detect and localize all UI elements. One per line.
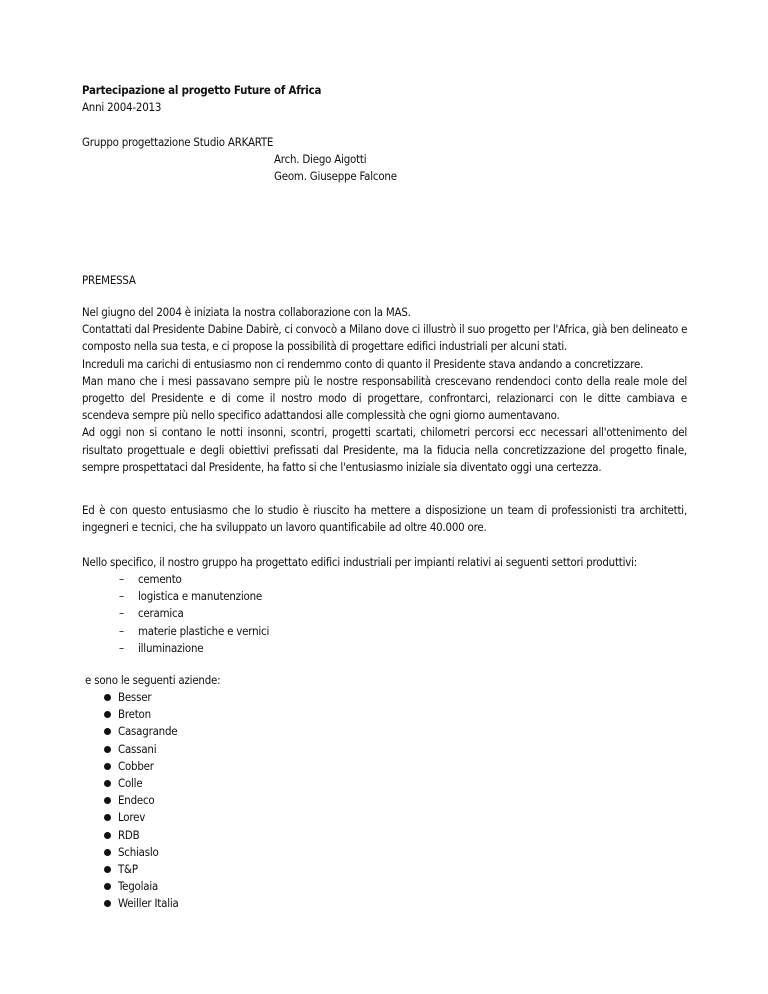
- bullet-icon: [104, 900, 111, 907]
- bullet-icon: [104, 814, 111, 821]
- company-item: Endeco: [103, 792, 179, 809]
- company-item: Lorev: [103, 809, 179, 826]
- company-item: Tegolaia: [103, 878, 179, 895]
- intro-line: scendeva sempre più nello specifico adattandosi alle complessità che ogni giorno aumentavano.: [82, 408, 560, 423]
- intro-line: risultato progettuale e degli obiettivi prefissati dal Presidente, ma la fiducia nella concretizzazione del progetto finale,: [82, 442, 687, 457]
- group-line: Gruppo progettazione Studio ARKARTE: [82, 135, 274, 149]
- dash-marker: –: [119, 640, 124, 655]
- sector-item: – cemento: [119, 571, 269, 588]
- years-line: Anni 2004-2013: [82, 100, 162, 114]
- member-surveyor: Geom. Giuseppe Falcone: [274, 169, 397, 183]
- bullet-icon: [104, 763, 111, 770]
- bullet-icon: [104, 780, 111, 787]
- company-item: Weiller Italia: [103, 895, 179, 912]
- intro-line: composto nella sua testa, e ci propose la possibilità di progettare edifici industriali per alcuni stati.: [82, 339, 568, 354]
- company-item: Cassani: [103, 741, 179, 758]
- bullet-icon: [104, 746, 111, 753]
- bullet-icon: [104, 849, 111, 856]
- company-item: Breton: [103, 706, 179, 723]
- intro-line: sempre prospettataci dal Presidente, ha fatto si che l'entusiasmo iniziale sia diventato oggi una certezza.: [82, 459, 602, 474]
- sectors-list: [119, 571, 269, 657]
- intro-line: Ad oggi non si contano le notti insonni, scontri, progetti scartati, chilometri percorsi ecc necessari all'ottenimento del: [82, 425, 687, 440]
- bullet-icon: [104, 866, 111, 873]
- company-item: Cobber: [103, 758, 179, 775]
- dash-marker: –: [119, 572, 124, 586]
- dash-marker: –: [119, 606, 124, 621]
- bullet-icon: [104, 711, 111, 718]
- intro-line: progetto del Presidente e di come il nostro modo di progettare, confrontarci, relazionarci con le ditte cambiava e: [82, 391, 687, 406]
- companies-intro: e sono le seguenti aziende:: [82, 673, 221, 687]
- dash-marker: –: [119, 623, 124, 638]
- companies-list: [103, 689, 179, 913]
- company-item: RDB: [103, 827, 179, 844]
- sector-item: – illuminazione: [119, 640, 269, 657]
- bullet-icon: [104, 883, 111, 890]
- intro-line: Nel giugno del 2004 è iniziata la nostra collaborazione con la MAS.: [82, 305, 411, 319]
- team-line: ingegneri e tecnici, che ha sviluppato un lavoro quantificabile ad oltre 40.000 ore.: [82, 520, 487, 535]
- intro-line: Man mano che i mesi passavano sempre più le nostre responsabilità crescevano rendendoci conto della reale mole del: [82, 373, 687, 388]
- bullet-icon: [104, 797, 111, 804]
- bullet-icon: [104, 728, 111, 735]
- member-architect: Arch. Diego Aigotti: [274, 152, 367, 166]
- bullet-icon: [104, 832, 111, 839]
- team-line: Ed è con questo entusiasmo che lo studio è riuscito ha mettere a disposizione un team di professionisti tra architetti,: [82, 503, 687, 517]
- document-title: Partecipazione al progetto Future of Africa: [82, 83, 322, 97]
- company-item: Schiaslo: [103, 844, 179, 861]
- company-item: Casagrande: [103, 723, 179, 740]
- sector-item: – ceramica: [119, 605, 269, 622]
- company-item: Colle: [103, 775, 179, 792]
- bullet-icon: [104, 694, 111, 701]
- sectors-intro: Nello specifico, il nostro gruppo ha progettato edifici industriali per impianti relativi ai seguenti settori produttivi:: [82, 555, 638, 569]
- sector-item: – materie plastiche e vernici: [119, 623, 269, 640]
- team-paragraph: [82, 502, 687, 536]
- company-item: Besser: [103, 689, 179, 706]
- section-heading: PREMESSA: [82, 273, 136, 287]
- company-item: T&P: [103, 861, 179, 878]
- dash-marker: –: [119, 589, 124, 604]
- sector-item: – logistica e manutenzione: [119, 588, 269, 605]
- intro-paragraph: [82, 304, 687, 476]
- intro-line: Increduli ma carichi di entusiasmo non ci rendemmo conto di quanto il Presidente stava andando a concretizzare.: [82, 356, 644, 371]
- intro-line: Contattati dal Presidente Dabine Dabirè, ci convocò a Milano dove ci illustrò il suo progetto per l'Africa, già ben delineato e: [82, 322, 688, 337]
